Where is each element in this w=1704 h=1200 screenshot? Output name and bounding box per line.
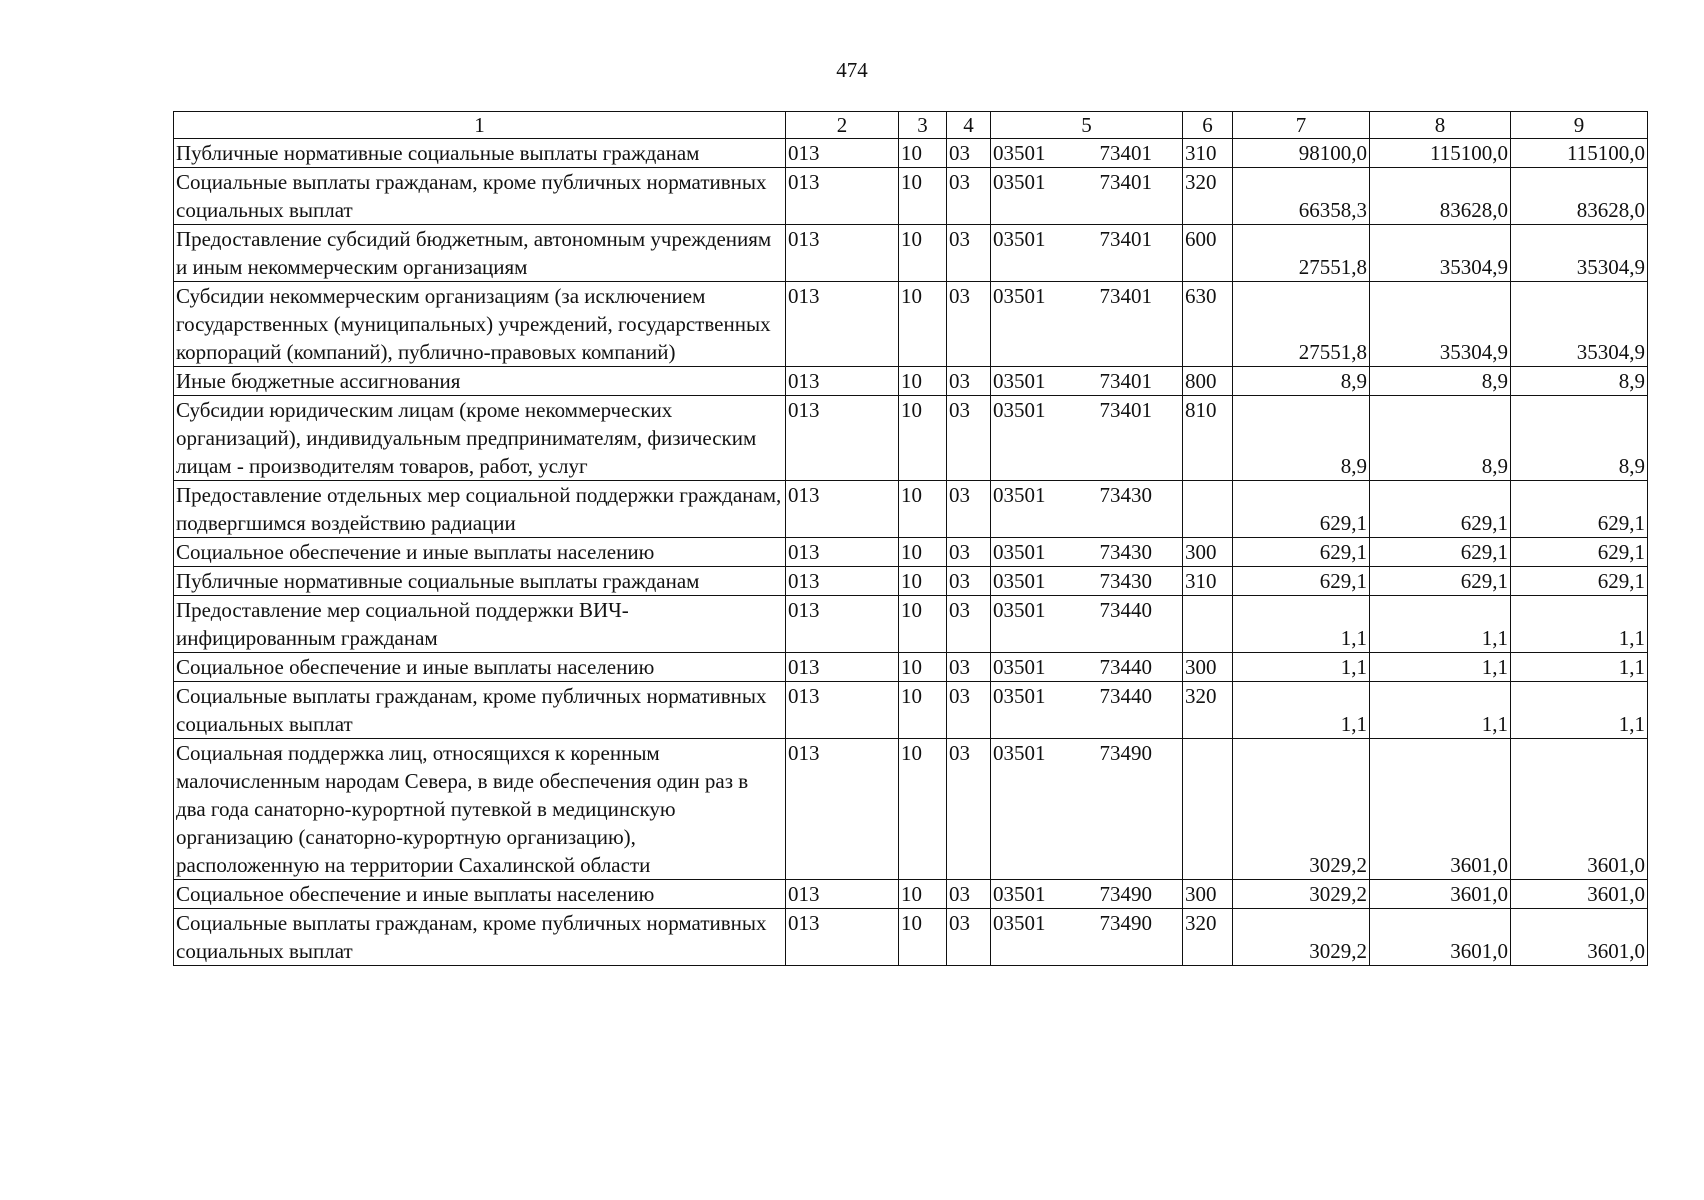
table-row: [174, 139, 1648, 168]
cell-col-6: 630: [1183, 282, 1233, 367]
cell-col-7: 66358,3: [1233, 168, 1370, 225]
cell-col-3: 10: [899, 282, 947, 367]
cell-col-5-program: 03501: [993, 284, 1046, 308]
header-cell: 1: [174, 112, 786, 139]
cell-col-5: [991, 282, 1183, 367]
table-row: [174, 567, 1648, 596]
cell-col-5-direction: 73401: [1099, 369, 1152, 393]
cell-col-8: 629,1: [1370, 567, 1511, 596]
cell-col-9: 629,1: [1511, 567, 1648, 596]
cell-col-5-pair: [993, 225, 1180, 253]
cell-col-5: [991, 168, 1183, 225]
cell-col-5-pair: [993, 139, 1180, 167]
cell-col-8: 3601,0: [1370, 909, 1511, 966]
cell-col-8: 3601,0: [1370, 880, 1511, 909]
row-name: Предоставление отдельных мер социальной поддержки гражданам, подвергшимся воздействию радиации: [174, 481, 786, 538]
row-name: Социальные выплаты гражданам, кроме публичных нормативных социальных выплат: [174, 682, 786, 739]
cell-col-4: 03: [947, 567, 991, 596]
cell-col-8: 629,1: [1370, 538, 1511, 567]
cell-col-5-direction: 73401: [1099, 170, 1152, 194]
cell-col-8: 8,9: [1370, 396, 1511, 481]
cell-col-9: 8,9: [1511, 396, 1648, 481]
header-cell: 6: [1183, 112, 1233, 139]
cell-col-7: 629,1: [1233, 538, 1370, 567]
cell-col-3: 10: [899, 139, 947, 168]
cell-col-5-pair: [993, 653, 1180, 681]
cell-col-6: [1183, 481, 1233, 538]
header-cell: 3: [899, 112, 947, 139]
cell-col-5-direction: 73490: [1099, 911, 1152, 935]
cell-col-5-direction: 73401: [1099, 227, 1152, 251]
cell-col-5-program: 03501: [993, 227, 1046, 251]
cell-col-2: 013: [786, 567, 899, 596]
cell-col-5-pair: [993, 282, 1180, 310]
cell-col-2: 013: [786, 481, 899, 538]
cell-col-5: [991, 538, 1183, 567]
cell-col-5-program: 03501: [993, 741, 1046, 765]
cell-col-5-direction: 73401: [1099, 284, 1152, 308]
table-row: [174, 481, 1648, 538]
cell-col-7: 3029,2: [1233, 880, 1370, 909]
table-row: [174, 225, 1648, 282]
cell-col-9: 3601,0: [1511, 739, 1648, 880]
cell-col-5: [991, 653, 1183, 682]
cell-col-4: 03: [947, 481, 991, 538]
cell-col-4: 03: [947, 653, 991, 682]
table-row: [174, 909, 1648, 966]
cell-col-5: [991, 481, 1183, 538]
table-row: [174, 538, 1648, 567]
cell-col-8: 83628,0: [1370, 168, 1511, 225]
cell-col-5-pair: [993, 880, 1180, 908]
cell-col-7: 1,1: [1233, 596, 1370, 653]
cell-col-6: 310: [1183, 567, 1233, 596]
cell-col-7: 3029,2: [1233, 739, 1370, 880]
cell-col-5-program: 03501: [993, 398, 1046, 422]
row-name: Публичные нормативные социальные выплаты гражданам: [174, 567, 786, 596]
cell-col-2: 013: [786, 909, 899, 966]
cell-col-9: 83628,0: [1511, 168, 1648, 225]
cell-col-3: 10: [899, 909, 947, 966]
cell-col-6: 310: [1183, 139, 1233, 168]
cell-col-5-pair: [993, 909, 1180, 937]
header-cell: 2: [786, 112, 899, 139]
cell-col-5-program: 03501: [993, 569, 1046, 593]
cell-col-4: 03: [947, 880, 991, 909]
cell-col-9: 35304,9: [1511, 225, 1648, 282]
cell-col-6: 320: [1183, 909, 1233, 966]
cell-col-5-direction: 73430: [1099, 569, 1152, 593]
row-name: Социальная поддержка лиц, относящихся к коренным малочисленным народам Севера, в виде обеспечения один раз в два года санаторно-курортной путевкой в медицинскую организацию (санаторно-курортную организацию), расположенную на территории Сахалинской области: [174, 739, 786, 880]
cell-col-5: [991, 567, 1183, 596]
cell-col-5-pair: [993, 596, 1180, 624]
cell-col-5-program: 03501: [993, 684, 1046, 708]
cell-col-7: 27551,8: [1233, 225, 1370, 282]
cell-col-6: 810: [1183, 396, 1233, 481]
cell-col-3: 10: [899, 596, 947, 653]
cell-col-4: 03: [947, 909, 991, 966]
table-row: [174, 168, 1648, 225]
row-name: Социальные выплаты гражданам, кроме публичных нормативных социальных выплат: [174, 168, 786, 225]
row-name: Социальное обеспечение и иные выплаты населению: [174, 538, 786, 567]
cell-col-3: 10: [899, 653, 947, 682]
cell-col-7: 1,1: [1233, 653, 1370, 682]
cell-col-4: 03: [947, 739, 991, 880]
cell-col-5-program: 03501: [993, 369, 1046, 393]
cell-col-3: 10: [899, 225, 947, 282]
cell-col-4: 03: [947, 168, 991, 225]
cell-col-8: 35304,9: [1370, 225, 1511, 282]
cell-col-9: 3601,0: [1511, 909, 1648, 966]
cell-col-5-pair: [993, 538, 1180, 566]
cell-col-4: 03: [947, 396, 991, 481]
cell-col-8: 115100,0: [1370, 139, 1511, 168]
cell-col-9: 629,1: [1511, 481, 1648, 538]
table-row: [174, 653, 1648, 682]
header-cell: 4: [947, 112, 991, 139]
cell-col-5-pair: [993, 367, 1180, 395]
cell-col-5-direction: 73401: [1099, 141, 1152, 165]
cell-col-6: 300: [1183, 538, 1233, 567]
cell-col-2: 013: [786, 396, 899, 481]
cell-col-4: 03: [947, 538, 991, 567]
cell-col-2: 013: [786, 739, 899, 880]
cell-col-5-program: 03501: [993, 540, 1046, 564]
cell-col-9: 35304,9: [1511, 282, 1648, 367]
cell-col-5: [991, 880, 1183, 909]
cell-col-5-direction: 73430: [1099, 483, 1152, 507]
row-name: Социальные выплаты гражданам, кроме публичных нормативных социальных выплат: [174, 909, 786, 966]
cell-col-6: 600: [1183, 225, 1233, 282]
cell-col-5-program: 03501: [993, 141, 1046, 165]
cell-col-7: 8,9: [1233, 396, 1370, 481]
cell-col-4: 03: [947, 367, 991, 396]
cell-col-2: 013: [786, 538, 899, 567]
cell-col-2: 013: [786, 682, 899, 739]
cell-col-5-program: 03501: [993, 882, 1046, 906]
row-name: Иные бюджетные ассигнования: [174, 367, 786, 396]
cell-col-5-direction: 73440: [1099, 684, 1152, 708]
cell-col-5-direction: 73440: [1099, 598, 1152, 622]
cell-col-4: 03: [947, 596, 991, 653]
cell-col-9: 8,9: [1511, 367, 1648, 396]
table-row: [174, 367, 1648, 396]
cell-col-6: [1183, 739, 1233, 880]
header-cell: 8: [1370, 112, 1511, 139]
cell-col-3: 10: [899, 880, 947, 909]
table-row: [174, 880, 1648, 909]
cell-col-3: 10: [899, 567, 947, 596]
cell-col-4: 03: [947, 225, 991, 282]
row-name: Субсидии юридическим лицам (кроме некоммерческих организаций), индивидуальным предпринимателям, физическим лицам - производителям товаров, работ, услуг: [174, 396, 786, 481]
header-cell: 7: [1233, 112, 1370, 139]
cell-col-5: [991, 225, 1183, 282]
cell-col-4: 03: [947, 682, 991, 739]
cell-col-8: 1,1: [1370, 596, 1511, 653]
cell-col-2: 013: [786, 367, 899, 396]
cell-col-3: 10: [899, 682, 947, 739]
cell-col-8: 1,1: [1370, 682, 1511, 739]
cell-col-5-direction: 73430: [1099, 540, 1152, 564]
table-row: [174, 739, 1648, 880]
budget-table: [173, 111, 1648, 966]
cell-col-6: 300: [1183, 653, 1233, 682]
cell-col-3: 10: [899, 739, 947, 880]
cell-col-9: 115100,0: [1511, 139, 1648, 168]
cell-col-5-program: 03501: [993, 911, 1046, 935]
cell-col-7: 629,1: [1233, 567, 1370, 596]
header-row: [174, 112, 1648, 139]
cell-col-8: 8,9: [1370, 367, 1511, 396]
cell-col-6: [1183, 596, 1233, 653]
table-row: [174, 682, 1648, 739]
cell-col-5-pair: [993, 168, 1180, 196]
cell-col-2: 013: [786, 880, 899, 909]
cell-col-4: 03: [947, 282, 991, 367]
cell-col-2: 013: [786, 282, 899, 367]
cell-col-5: [991, 739, 1183, 880]
cell-col-3: 10: [899, 481, 947, 538]
cell-col-5-program: 03501: [993, 655, 1046, 679]
header-cell: 9: [1511, 112, 1648, 139]
cell-col-5-direction: 73490: [1099, 741, 1152, 765]
cell-col-6: 320: [1183, 682, 1233, 739]
cell-col-5: [991, 682, 1183, 739]
cell-col-5-pair: [993, 396, 1180, 424]
cell-col-6: 800: [1183, 367, 1233, 396]
cell-col-7: 3029,2: [1233, 909, 1370, 966]
cell-col-5-pair: [993, 567, 1180, 595]
cell-col-5: [991, 909, 1183, 966]
cell-col-5-direction: 73440: [1099, 655, 1152, 679]
table-row: [174, 396, 1648, 481]
cell-col-5: [991, 596, 1183, 653]
page-number: 474: [836, 58, 868, 82]
cell-col-5-direction: 73401: [1099, 398, 1152, 422]
cell-col-9: 3601,0: [1511, 880, 1648, 909]
cell-col-2: 013: [786, 168, 899, 225]
row-name: Социальное обеспечение и иные выплаты населению: [174, 880, 786, 909]
cell-col-9: 629,1: [1511, 538, 1648, 567]
cell-col-5-program: 03501: [993, 598, 1046, 622]
cell-col-7: 98100,0: [1233, 139, 1370, 168]
cell-col-3: 10: [899, 396, 947, 481]
cell-col-3: 10: [899, 367, 947, 396]
cell-col-4: 03: [947, 139, 991, 168]
cell-col-7: 629,1: [1233, 481, 1370, 538]
header-cell: 5: [991, 112, 1183, 139]
cell-col-2: 013: [786, 653, 899, 682]
cell-col-7: 1,1: [1233, 682, 1370, 739]
row-name: Предоставление мер социальной поддержки ВИЧ-инфицированным гражданам: [174, 596, 786, 653]
cell-col-8: 629,1: [1370, 481, 1511, 538]
cell-col-5: [991, 396, 1183, 481]
cell-col-9: 1,1: [1511, 596, 1648, 653]
row-name: Публичные нормативные социальные выплаты гражданам: [174, 139, 786, 168]
cell-col-5: [991, 367, 1183, 396]
cell-col-2: 013: [786, 225, 899, 282]
row-name: Социальное обеспечение и иные выплаты населению: [174, 653, 786, 682]
cell-col-5-direction: 73490: [1099, 882, 1152, 906]
table-row: [174, 282, 1648, 367]
cell-col-7: 27551,8: [1233, 282, 1370, 367]
table-row: [174, 596, 1648, 653]
cell-col-5-pair: [993, 481, 1180, 509]
cell-col-2: 013: [786, 596, 899, 653]
cell-col-8: 35304,9: [1370, 282, 1511, 367]
row-name: Предоставление субсидий бюджетным, автономным учреждениям и иным некоммерческим организациям: [174, 225, 786, 282]
cell-col-7: 8,9: [1233, 367, 1370, 396]
row-name: Субсидии некоммерческим организациям (за исключением государственных (муниципальных) учреждений, государственных корпораций (компаний), публично-правовых компаний): [174, 282, 786, 367]
cell-col-9: 1,1: [1511, 653, 1648, 682]
cell-col-5-pair: [993, 682, 1180, 710]
cell-col-6: 300: [1183, 880, 1233, 909]
cell-col-5: [991, 139, 1183, 168]
cell-col-8: 1,1: [1370, 653, 1511, 682]
cell-col-6: 320: [1183, 168, 1233, 225]
cell-col-5-program: 03501: [993, 170, 1046, 194]
cell-col-3: 10: [899, 168, 947, 225]
cell-col-3: 10: [899, 538, 947, 567]
cell-col-9: 1,1: [1511, 682, 1648, 739]
cell-col-5-pair: [993, 739, 1180, 767]
cell-col-2: 013: [786, 139, 899, 168]
cell-col-8: 3601,0: [1370, 739, 1511, 880]
cell-col-5-program: 03501: [993, 483, 1046, 507]
